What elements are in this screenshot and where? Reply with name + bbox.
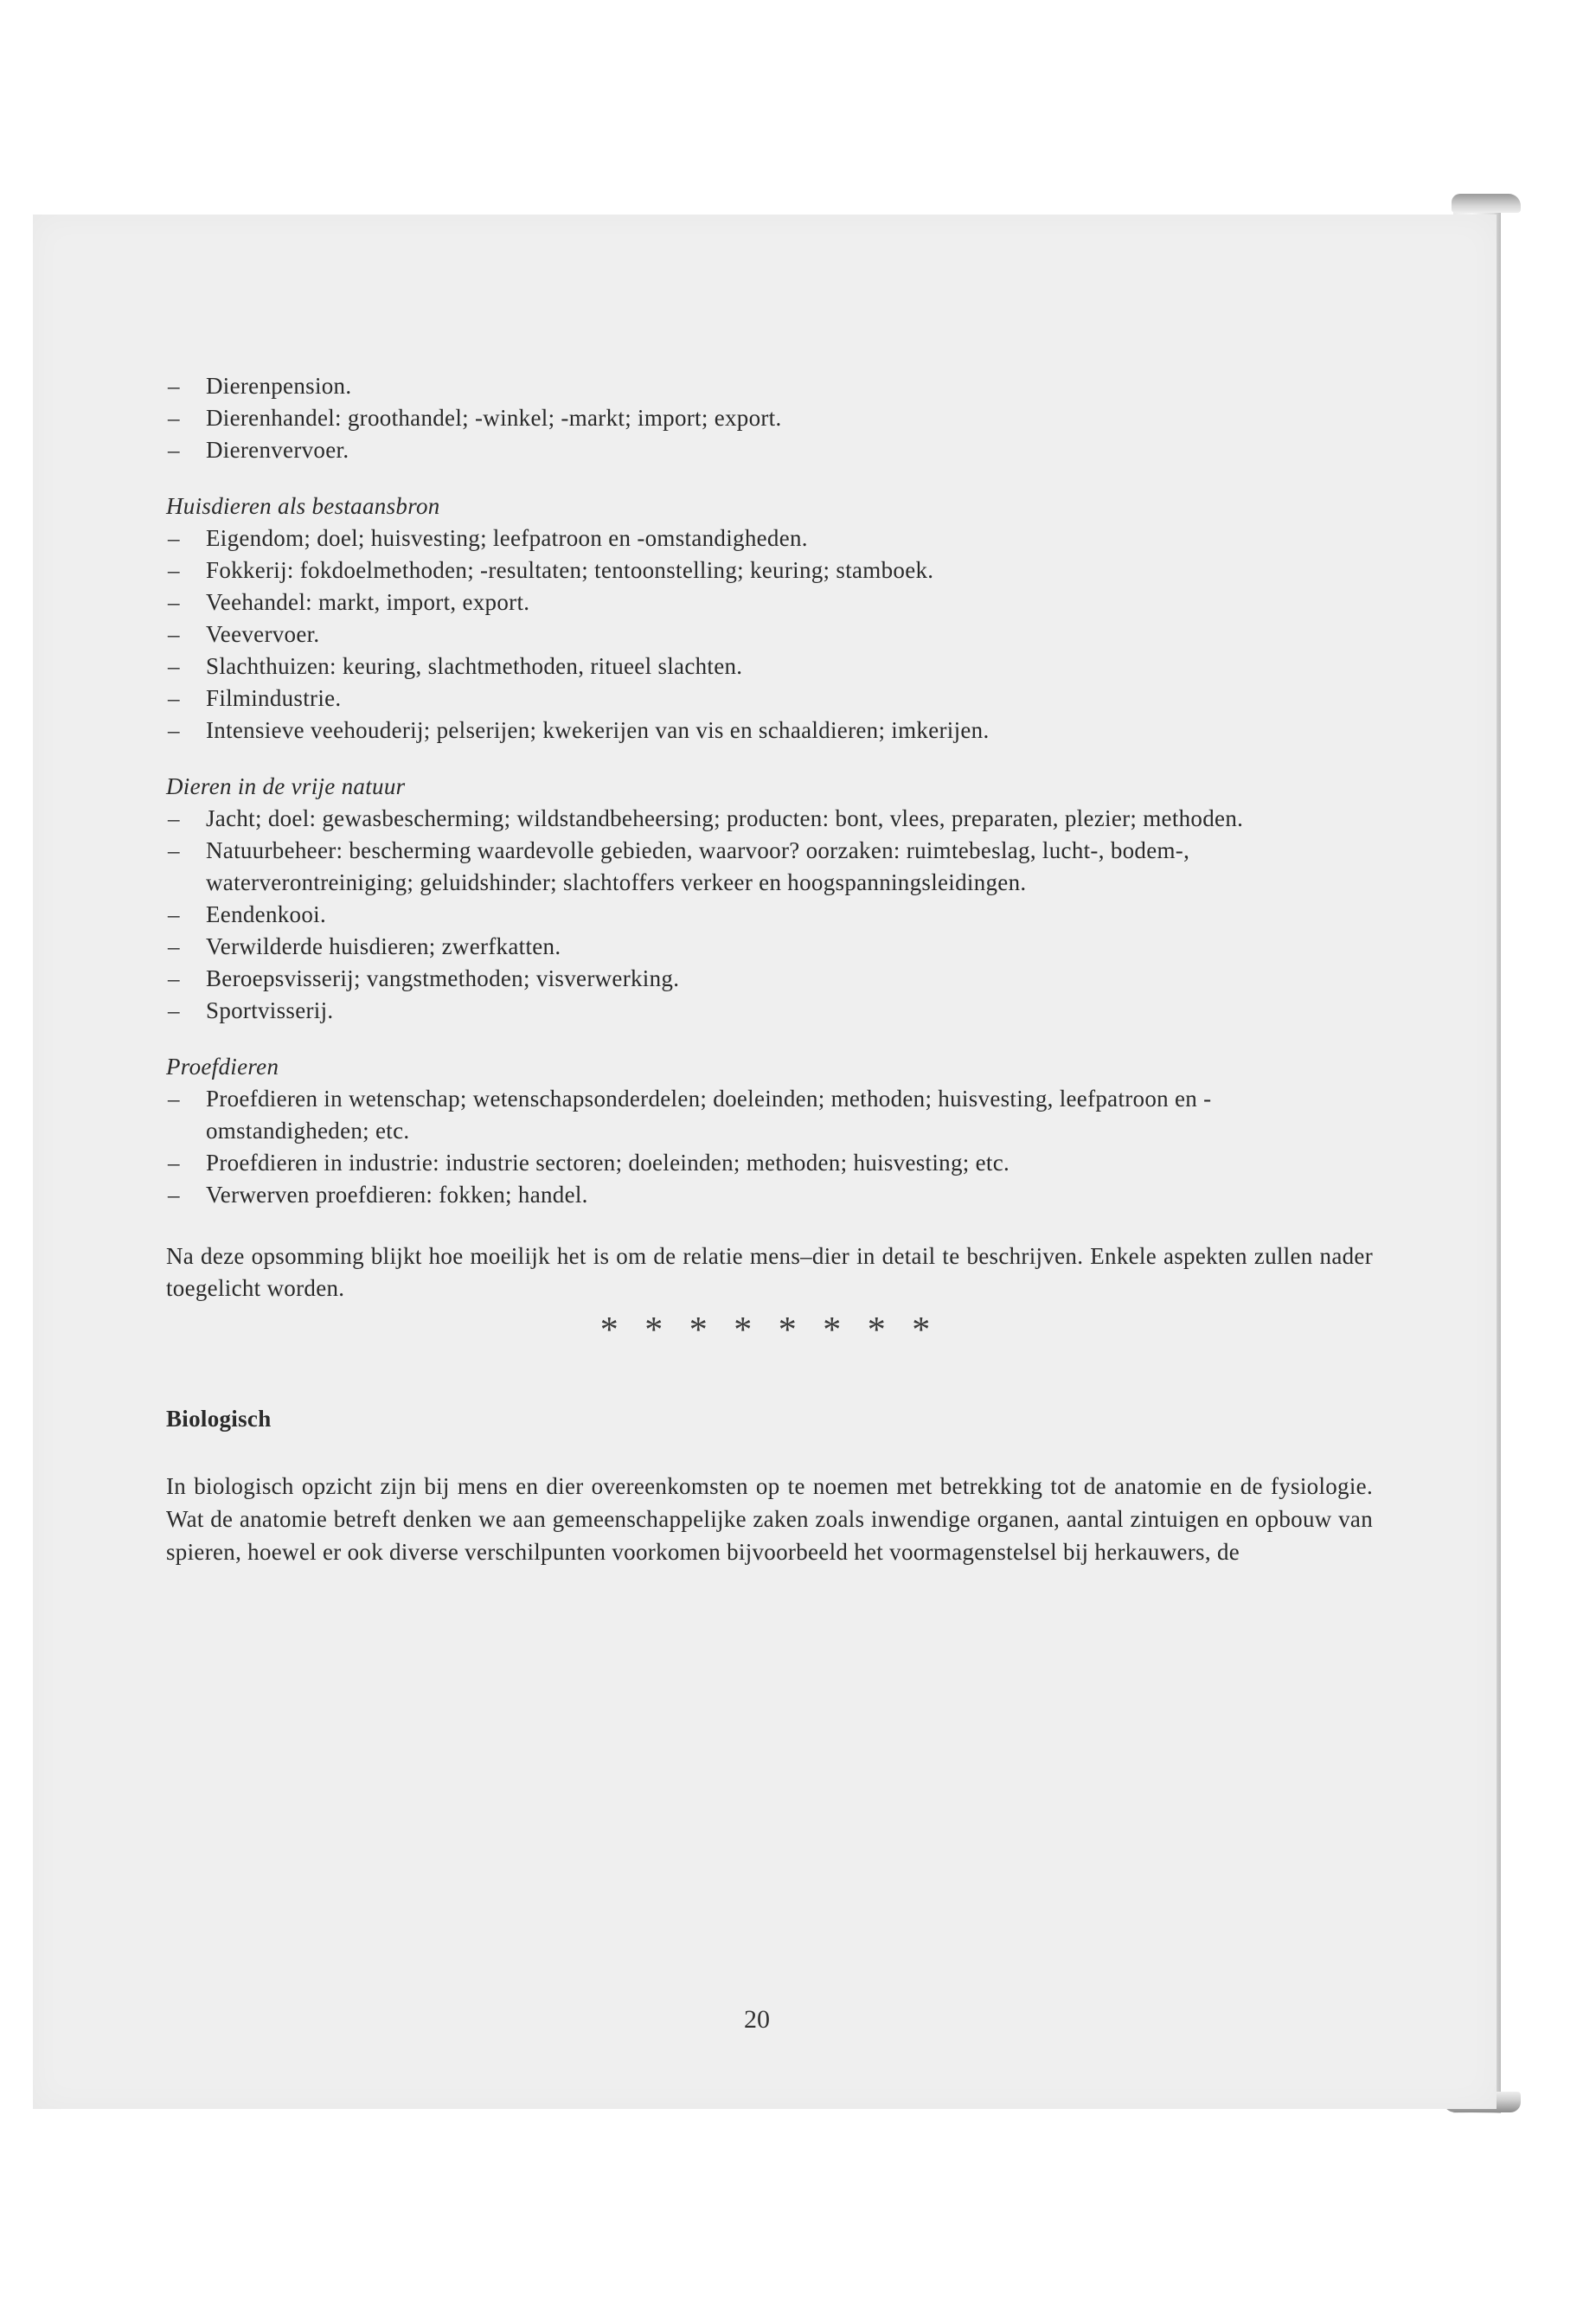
list-item: – Veehandel: markt, import, export.: [166, 586, 1373, 619]
list-item: – Natuurbeheer: bescherming waardevolle gebieden, waarvoor? oorzaken: ruimtebeslag, lucht-, bodem-, waterverontreiniging; geluidshinder; slachtoffers verkeer en hoogspanningsleidingen.: [166, 835, 1373, 899]
section-heading: Proefdieren: [166, 1054, 279, 1080]
list-item: – Slachthuizen: keuring, slachtmethoden, ritueel slachten.: [166, 651, 1373, 683]
list-item: – Verwilderde huisdieren; zwerfkatten.: [166, 931, 1373, 963]
list-item: – Veevervoer.: [166, 619, 1373, 651]
separator-stars: * * * * * * * *: [599, 1311, 939, 1350]
list-item: – Jacht; doel: gewasbescherming; wildstandbeheersing; producten: bont, vlees, preparaten, plezier; methoden.: [166, 803, 1373, 835]
section-list-vrije-natuur: [166, 803, 1373, 1027]
page-number: 20: [744, 2005, 770, 2034]
list-item: – Eigendom; doel; huisvesting; leefpatroon en -omstandigheden.: [166, 522, 1373, 554]
body-paragraph: In biologisch opzicht zijn bij mens en dier overeenkomsten op te noemen met betrekking tot de anatomie en de fysiologie. Wat de anatomie betreft denken we aan gemeenschappelijke zaken zoals inwendige organen, aantal zintuigen en opbouw van spieren, hoewel er ook diverse verschilpunten voorkomen bijvoorbeeld het voormagenstelsel bij herkauwers, de: [166, 1473, 1373, 1565]
list-item: – Eendenkooi.: [166, 899, 1373, 931]
list-item: – Verwerven proefdieren: fokken; handel.: [166, 1179, 1373, 1211]
list-item: – Fokkerij: fokdoelmethoden; -resultaten; tentoonstelling; keuring; stamboek.: [166, 554, 1373, 586]
intro-list: [166, 370, 1373, 466]
summary-paragraph: Na deze opsomming blijkt hoe moeilijk het is om de relatie mens–dier in detail te beschrijven. Enkele aspekten zullen nader toegelicht worden.: [166, 1243, 1373, 1301]
list-item: – Beroepsvisserij; vangstmethoden; visverwerking.: [166, 963, 1373, 995]
list-item: – Dierenhandel: groothandel; -winkel; -markt; import; export.: [166, 402, 1373, 434]
heading-biologisch: Biologisch: [166, 1406, 272, 1432]
section-heading: Huisdieren als bestaansbron: [166, 493, 440, 519]
binding-clip-top: [1452, 194, 1521, 213]
section-list-bestaansbron: [166, 522, 1373, 747]
page-content: [166, 370, 1373, 1592]
list-item: – Intensieve veehouderij; pelserijen; kwekerijen van vis en schaaldieren; imkerijen.: [166, 715, 1373, 747]
list-item: – Filmindustrie.: [166, 683, 1373, 715]
section-list-proefdieren: [166, 1083, 1373, 1211]
list-item: – Dierenvervoer.: [166, 434, 1373, 466]
list-item: – Proefdieren in wetenschap; wetenschapsonderdelen; doeleinden; methoden; huisvesting, leefpatroon en -omstandigheden; etc.: [166, 1083, 1373, 1147]
list-item: – Proefdieren in industrie: industrie sectoren; doeleinden; methoden; huisvesting; etc.: [166, 1147, 1373, 1179]
list-item: – Sportvisserij.: [166, 995, 1373, 1027]
section-heading: Dieren in de vrije natuur: [166, 773, 406, 799]
list-item: – Dierenpension.: [166, 370, 1373, 402]
